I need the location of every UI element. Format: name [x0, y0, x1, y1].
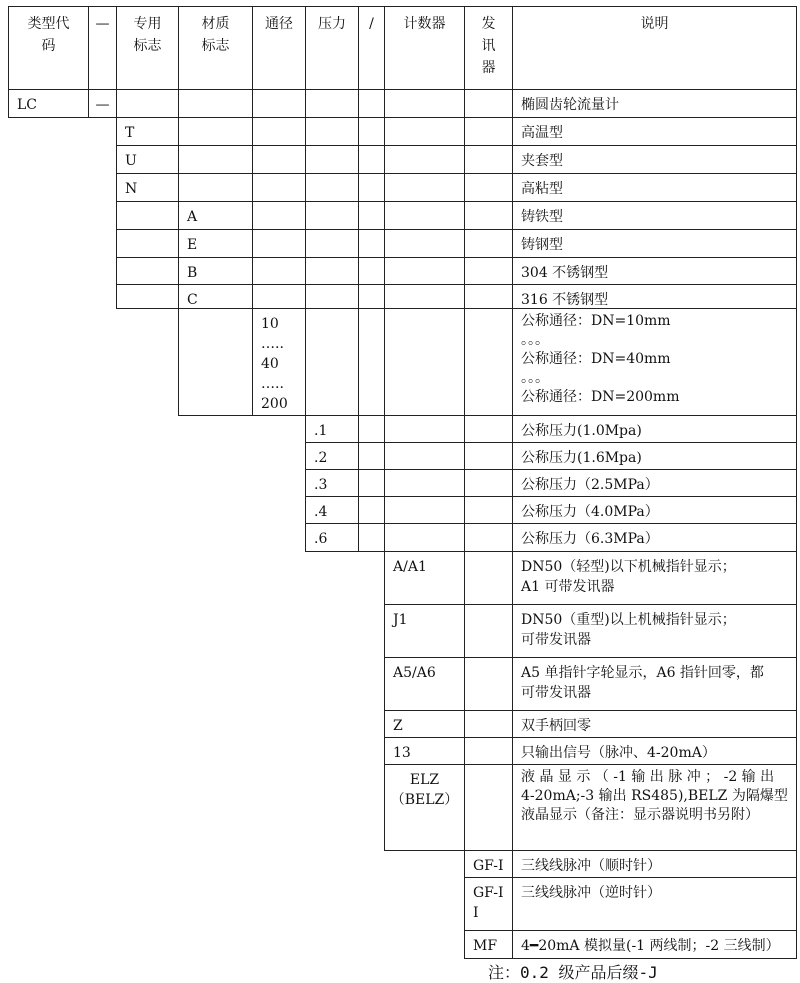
- diameter-header: 通径: [252, 6, 306, 90]
- code-cell-lc: LC: [8, 89, 89, 118]
- empty-cell: [305, 89, 359, 118]
- description-cell-p6: 公称压力（6.3MPa）: [512, 523, 797, 552]
- type-code-header: 类型代 码: [8, 6, 89, 90]
- description-cell-e: 铸钢型: [512, 229, 797, 258]
- code-cell-t: T: [116, 117, 179, 146]
- empty-cell: [358, 496, 385, 524]
- empty-cell: [464, 710, 513, 738]
- description-cell-t: 高温型: [512, 117, 797, 146]
- empty-cell: [384, 308, 465, 416]
- code-cell-n: N: [116, 173, 179, 202]
- empty-cell: [384, 257, 465, 285]
- description-cell-a5: A5 单指针字轮显示，A6 指针回零，都 可带发讯器: [512, 657, 797, 711]
- empty-cell: [464, 308, 513, 416]
- counter-header: 计数器: [384, 6, 465, 90]
- transmitter-header: 发 讯 器: [464, 6, 513, 90]
- empty-cell: [384, 117, 465, 146]
- empty-cell: [252, 257, 306, 285]
- description-cell-lc: 椭圆齿轮流量计: [512, 89, 797, 118]
- empty-cell: [116, 89, 179, 118]
- description-cell-elz: 液 晶 显 示 （ -1 输 出 脉 冲 ； -2 输 出 4-20mA;-3 输出 RS485),BELZ 为隔爆型 液晶显示（备注：显示器说明书另附）: [512, 764, 797, 851]
- empty-cell: [178, 89, 253, 118]
- code-cell-p1: .1: [305, 415, 359, 443]
- empty-cell: [252, 173, 306, 202]
- description-cell-n: 高粘型: [512, 173, 797, 202]
- empty-cell: [305, 308, 359, 416]
- empty-cell: [464, 657, 513, 711]
- code-cell-e: E: [178, 229, 253, 258]
- empty-cell: [252, 145, 306, 174]
- empty-cell: [116, 284, 179, 309]
- description-cell-u: 夹套型: [512, 145, 797, 174]
- empty-cell: [384, 145, 465, 174]
- empty-cell: [178, 308, 253, 416]
- code-cell-p3: .3: [305, 469, 359, 497]
- code-cell-a: A: [178, 201, 253, 230]
- code-cell-a1: A/A1: [384, 551, 465, 605]
- empty-cell: [384, 201, 465, 230]
- empty-cell: [305, 117, 359, 146]
- description-cell-p1: 公称压力(1.0Mpa): [512, 415, 797, 443]
- description-cell-gf2: 三线线脉冲（逆时针）: [512, 877, 797, 931]
- empty-cell: [464, 229, 513, 258]
- code-cell-gf2: GF-I I: [464, 877, 513, 931]
- empty-cell: [464, 764, 513, 851]
- empty-cell: [384, 89, 465, 118]
- description-header: 说明: [512, 6, 797, 90]
- empty-cell: [116, 229, 179, 258]
- description-cell-mf: 4━20mA 模拟量(-1 两线制；-2 三线制）: [512, 930, 797, 959]
- empty-cell: [464, 173, 513, 202]
- empty-cell: [464, 442, 513, 470]
- code-cell-p4: .4: [305, 496, 359, 524]
- empty-cell: [358, 284, 385, 309]
- code-cell-r13: 13: [384, 737, 465, 765]
- empty-cell: [358, 257, 385, 285]
- empty-cell: [464, 117, 513, 146]
- empty-cell: [358, 89, 385, 118]
- code-cell-p6: .6: [305, 523, 359, 552]
- empty-cell: [358, 523, 385, 552]
- code-cell-mf: MF: [464, 930, 513, 959]
- description-cell-z: 双手柄回零: [512, 710, 797, 738]
- empty-cell: [464, 469, 513, 497]
- empty-cell: [305, 173, 359, 202]
- empty-cell: [252, 89, 306, 118]
- empty-cell: [464, 257, 513, 285]
- empty-cell: [178, 173, 253, 202]
- code-cell-gf1: GF-I: [464, 850, 513, 878]
- code-cell-elz: ELZ （BELZ）: [384, 764, 465, 851]
- empty-cell: [384, 469, 465, 497]
- code-cell-u: U: [116, 145, 179, 174]
- description-cell-b: 304 不锈钢型: [512, 257, 797, 285]
- empty-cell: [305, 145, 359, 174]
- description-cell-r13: 只输出信号（脉冲、4-20mA）: [512, 737, 797, 765]
- empty-cell: [358, 145, 385, 174]
- empty-cell: [305, 284, 359, 309]
- footnote: 注：0.2 级产品后缀-J: [488, 963, 658, 982]
- code-cell-dn: 10 ….. 40 ….. 200: [252, 308, 306, 416]
- empty-cell: [252, 201, 306, 230]
- empty-cell: [358, 173, 385, 202]
- description-cell-j1: DN50（重型)以上机械指针显示； 可带发讯器: [512, 604, 797, 658]
- empty-cell: [464, 523, 513, 552]
- empty-cell: [384, 523, 465, 552]
- empty-cell: [464, 415, 513, 443]
- code-cell-b: B: [178, 257, 253, 285]
- empty-cell: [384, 229, 465, 258]
- code-cell-p2: .2: [305, 442, 359, 470]
- slash-header: /: [358, 6, 385, 90]
- empty-cell: [464, 284, 513, 309]
- code-cell-z: Z: [384, 710, 465, 738]
- description-cell-dn: 公称通径：DN=10mm 。。。 公称通径：DN=40mm 。。。 公称通径：DN=200mm: [512, 308, 797, 416]
- empty-cell: [305, 257, 359, 285]
- empty-cell: [358, 469, 385, 497]
- empty-cell: [358, 442, 385, 470]
- empty-cell: [464, 737, 513, 765]
- empty-cell: [305, 201, 359, 230]
- description-cell-a1: DN50（轻型)以下机械指针显示； A1 可带发讯器: [512, 551, 797, 605]
- description-cell-p4: 公称压力（4.0MPa）: [512, 496, 797, 524]
- empty-cell: [464, 496, 513, 524]
- material-mark-header: 材质 标志: [178, 6, 253, 90]
- code-cell-c: C: [178, 284, 253, 309]
- empty-cell: [252, 117, 306, 146]
- empty-cell: [384, 442, 465, 470]
- empty-cell: [358, 229, 385, 258]
- empty-cell: [116, 201, 179, 230]
- code-cell-a5: A5/A6: [384, 657, 465, 711]
- dash-header: —: [88, 6, 117, 90]
- empty-cell: [178, 117, 253, 146]
- empty-cell: [384, 496, 465, 524]
- code-cell-j1: J1: [384, 604, 465, 658]
- empty-cell: [116, 257, 179, 285]
- empty-cell: [464, 145, 513, 174]
- pressure-header: 压力: [305, 6, 359, 90]
- description-cell-c: 316 不锈钢型: [512, 284, 797, 309]
- empty-cell: [384, 173, 465, 202]
- empty-cell: [252, 229, 306, 258]
- empty-cell: [305, 229, 359, 258]
- empty-cell: [358, 415, 385, 443]
- empty-cell: [252, 284, 306, 309]
- empty-cell: [358, 201, 385, 230]
- empty-cell: [384, 284, 465, 309]
- description-cell-p2: 公称压力(1.6Mpa): [512, 442, 797, 470]
- description-cell-p3: 公称压力（2.5MPa）: [512, 469, 797, 497]
- dash-cell-lc: —: [88, 89, 117, 118]
- description-cell-gf1: 三线线脉冲（顺时针）: [512, 850, 797, 878]
- empty-cell: [464, 604, 513, 658]
- empty-cell: [464, 201, 513, 230]
- empty-cell: [358, 308, 385, 416]
- empty-cell: [464, 551, 513, 605]
- empty-cell: [358, 117, 385, 146]
- description-cell-a: 铸铁型: [512, 201, 797, 230]
- empty-cell: [384, 415, 465, 443]
- special-mark-header: 专用 标志: [116, 6, 179, 90]
- empty-cell: [464, 89, 513, 118]
- empty-cell: [178, 145, 253, 174]
